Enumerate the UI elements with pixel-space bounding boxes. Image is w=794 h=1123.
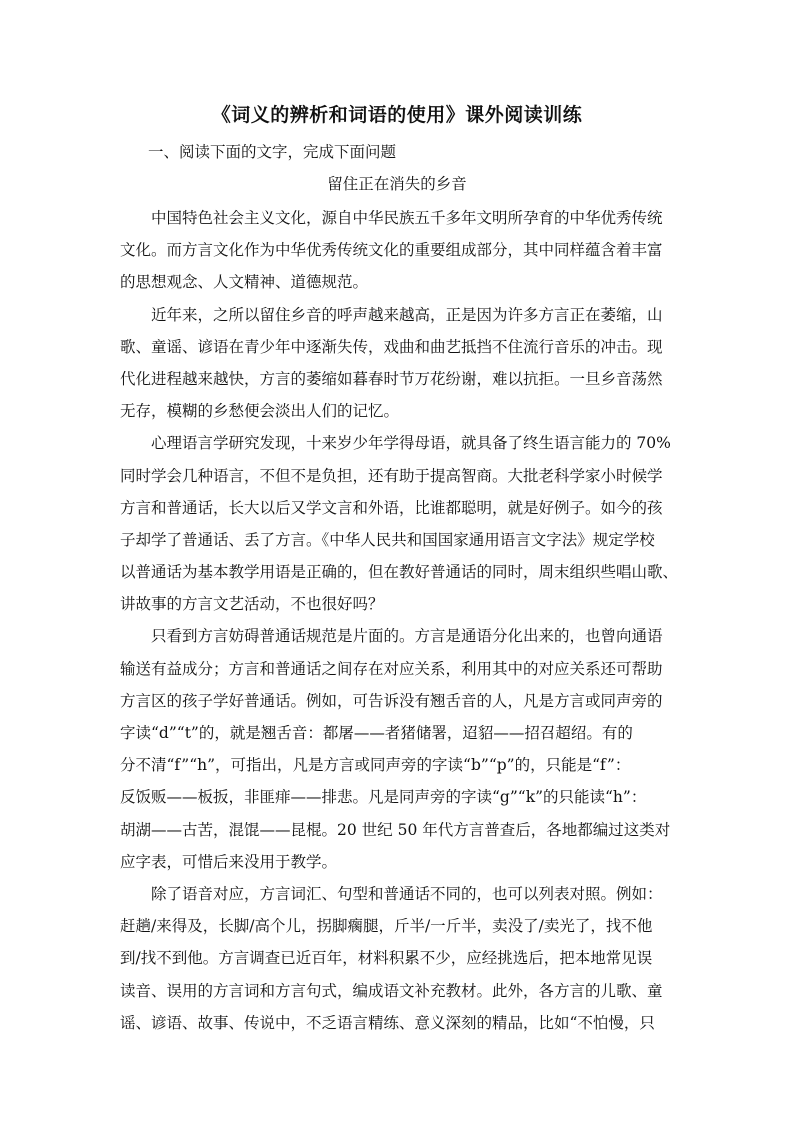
- text-line: 反饭贩——板扳，非匪痱——排悲。凡是同声旁的字读“g”“k”的只能读“h”：: [120, 788, 647, 807]
- text-line: 文化。而方言文化作为中华优秀传统文化的重要组成部分，其中同样蕴含着丰富: [120, 241, 663, 260]
- text-line: 只看到方言妨碍普通话规范是片面的。方言是通语分化出来的，也曾向通语: [151, 627, 663, 646]
- text-line: 胡湖——古苦，混馄——昆棍。20 世纪 50 年代方言普查后，各地都编过这类对: [120, 820, 671, 839]
- text-line: 心理语言学研究发现，十来岁少年学得母语，就具备了终生语言能力的 70%: [151, 434, 671, 453]
- text-line: 输送有益成分；方言和普通话之间存在对应关系，利用其中的对应关系还可帮助: [120, 659, 663, 678]
- text-line: 讲故事的方言文艺活动，不也很好吗？: [120, 595, 384, 614]
- text-line: 赶趟/来得及，长脚/高个儿，拐脚瘸腿，斤半/一斤半，卖没了/卖光了，找不他: [120, 917, 653, 936]
- text-line: 无存，模糊的乡愁便会淡出人们的记忆。: [120, 402, 400, 421]
- text-line: 方言区的孩子学好普通话。例如，可告诉没有翘舌音的人，凡是方言或同声旁的: [120, 691, 663, 710]
- text-line: 歌、童谣、谚语在青少年中逐渐失传，戏曲和曲艺抵挡不住流行音乐的冲击。现: [120, 337, 663, 356]
- question-instruction: 一、阅读下面的文字，完成下面问题: [148, 143, 397, 161]
- text-line: 字读“d”“t”的，就是翘舌音：都屠——者猪储署，迢貂——招召超绍。有的: [120, 724, 633, 742]
- text-line: 子却学了普通话、丢了方言。《中华人民共和国国家通用语言文字法》规定学校: [120, 530, 655, 549]
- text-line: 近年来，之所以留住乡音的呼声越来越高，正是因为许多方言正在萎缩，山: [151, 305, 663, 324]
- document-title: 《词义的辨析和词语的使用》课外阅读训练: [211, 104, 583, 126]
- article-title: 留住正在消失的乡音: [327, 175, 467, 193]
- text-line: 以普通话为基本教学用语是正确的，但在教好普通话的同时，周末组织些唱山歌、: [120, 563, 679, 582]
- text-line: 读音、误用的方言词和方言句式，编成语文补充教材。此外，各方言的儿歌、童: [120, 981, 663, 1000]
- text-line: 谣、谚语、故事、传说中，不乏语言精练、意义深刻的精品，比如“不怕慢，只: [120, 1013, 655, 1032]
- text-line: 代化进程越来越快，方言的萎缩如暮春时节万花纷谢，难以抗拒。一旦乡音荡然: [120, 369, 663, 388]
- text-line: 的思想观念、人文精神、道德规范。: [120, 273, 369, 292]
- text-line: 到/找不到他。方言调查已近百年，材料积累不少，应经挑选后，把本地常见误: [120, 949, 653, 968]
- text-line: 方言和普通话，长大以后又学文言和外语，比谁都聪明，就是好例子。如今的孩: [120, 498, 663, 517]
- text-line: 应字表，可惜后来没用于教学。: [120, 852, 338, 871]
- text-line: 同时学会几种语言，不但不是负担，还有助于提高智商。大批老科学家小时候学: [120, 466, 663, 485]
- article-body: [120, 202, 680, 1039]
- text-line: 中国特色社会主义文化，源自中华民族五千多年文明所孕育的中华优秀传统: [151, 209, 663, 227]
- text-line: 分不清“f”“h”，可指出，凡是方言或同声旁的字读“b”“p”的，只能是“f”：: [120, 756, 631, 775]
- text-line: 除了语音对应，方言词汇、句型和普通话不同的，也可以列表对照。例如：: [151, 884, 663, 903]
